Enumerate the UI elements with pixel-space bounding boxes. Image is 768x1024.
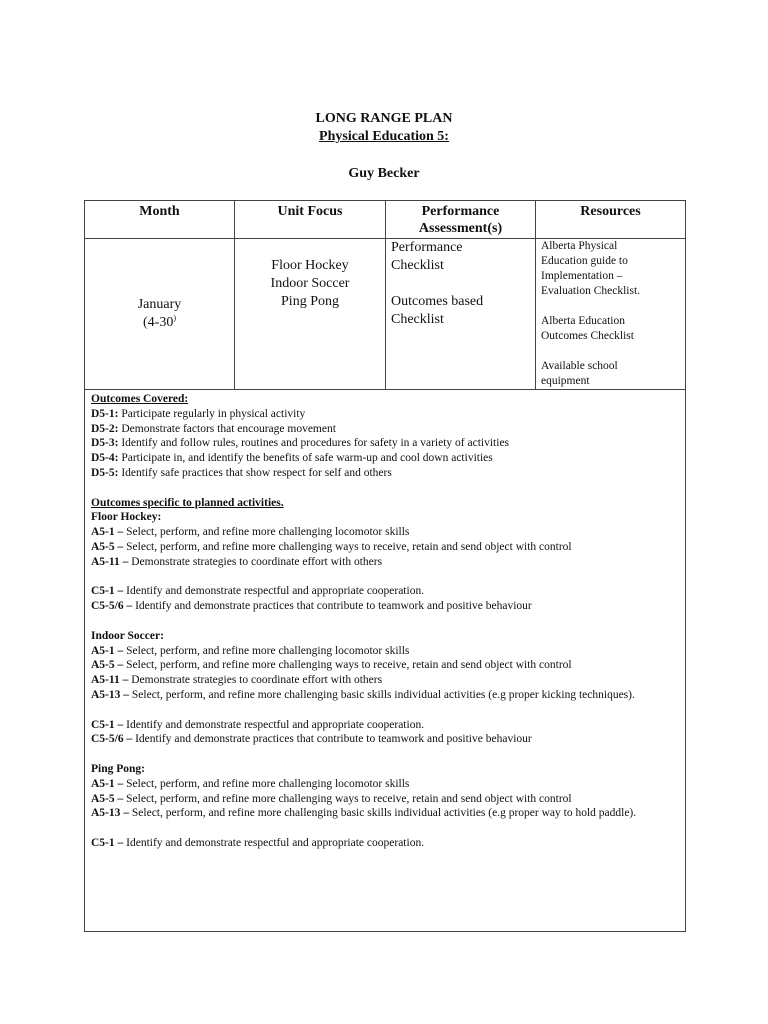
outcomes-cell [85,390,686,932]
header-performance: Performance Assessment(s) [386,201,536,239]
floor-hockey-heading: Floor Hockey: [91,511,162,524]
outcome-item: C5-1 – Identify and demonstrate respectful and appropriate cooperation. [91,836,425,849]
outcome-item: C5-5/6 – Identify and demonstrate practices that contribute to teamwork and positive behaviour [91,600,532,613]
outcome-item: C5-5/6 – Identify and demonstrate practices that contribute to teamwork and positive behaviour [91,733,532,746]
outcome-item: A5-5 – Select, perform, and refine more challenging ways to receive, retain and send object with control [91,792,572,805]
outcome-item: D5-1: Participate regularly in physical activity [91,407,306,420]
outcome-item: A5-11 – Demonstrate strategies to coordinate effort with others [91,674,383,687]
outcome-item: C5-1 – Identify and demonstrate respectful and appropriate cooperation. [91,718,425,731]
outcomes-covered-heading: Outcomes Covered: [91,393,189,405]
page-title: LONG RANGE PLAN [315,111,453,126]
outcome-item: A5-1 – Select, perform, and refine more challenging locomotor skills [91,644,410,657]
outcomes-row [85,390,686,932]
outcome-item: D5-4: Participate in, and identify the benefits of safe warm-up and cool down activities [91,452,493,465]
outcome-item: A5-13 – Select, perform, and refine more challenging basic skills individual activities (e.g proper kicking techniques). [91,688,635,701]
header-unit-focus: Unit Focus [235,201,386,239]
outcome-item: D5-2: Demonstrate factors that encourage movement [91,422,336,435]
header-resources: Resources [536,201,686,239]
outcomes-checklist: Outcomes based Checklist [391,294,484,327]
month-cell [85,239,235,390]
outcome-item: A5-5 – Select, perform, and refine more challenging ways to receive, retain and send object with control [91,540,572,553]
unit-indoor-soccer: Indoor Soccer [270,276,350,291]
header-month: Month [85,201,235,239]
resources-cell [536,239,686,390]
month-dates: (4-30) [143,313,176,330]
indoor-soccer-heading: Indoor Soccer: [91,629,164,642]
outcomes-specific-heading: Outcomes specific to planned activities. [91,496,284,509]
outcome-item: A5-5 – Select, perform, and refine more challenging ways to receive, retain and send object with control [91,659,572,672]
outcome-item: A5-1 – Select, perform, and refine more challenging locomotor skills [91,777,410,790]
unit-focus-cell [235,239,386,390]
outcome-item: A5-1 – Select, perform, and refine more challenging locomotor skills [91,526,410,539]
table-header-row [85,201,686,239]
ping-pong-heading: Ping Pong: [91,762,145,775]
author-name: Guy Becker [348,166,420,181]
unit-floor-hockey: Floor Hockey [271,258,349,273]
performance-checklist: Performance Checklist [391,240,463,273]
outcome-item: A5-13 – Select, perform, and refine more challenging basic skills individual activities (e.g proper way to hold paddle). [91,807,637,820]
performance-cell [386,239,536,390]
page-subtitle: Physical Education 5: [319,129,449,144]
outcome-item: D5-3: Identify and follow rules, routines and procedures for safety in a variety of activities [91,437,510,450]
outcome-item: D5-5: Identify safe practices that show respect for self and others [91,466,392,479]
unit-ping-pong: Ping Pong [281,294,339,309]
month-name: January [137,297,182,312]
table-row [85,239,686,390]
resource-guide: Alberta Physical Education guide to Implementation – Evaluation Checklist. [541,240,641,297]
outcome-item: C5-1 – Identify and demonstrate respectful and appropriate cooperation. [91,585,425,598]
resource-outcomes-checklist: Alberta Education Outcomes Checklist [541,315,634,342]
outcome-item: A5-11 – Demonstrate strategies to coordinate effort with others [91,555,383,568]
plan-table [84,200,686,932]
resource-equipment: Available school equipment [541,360,618,387]
